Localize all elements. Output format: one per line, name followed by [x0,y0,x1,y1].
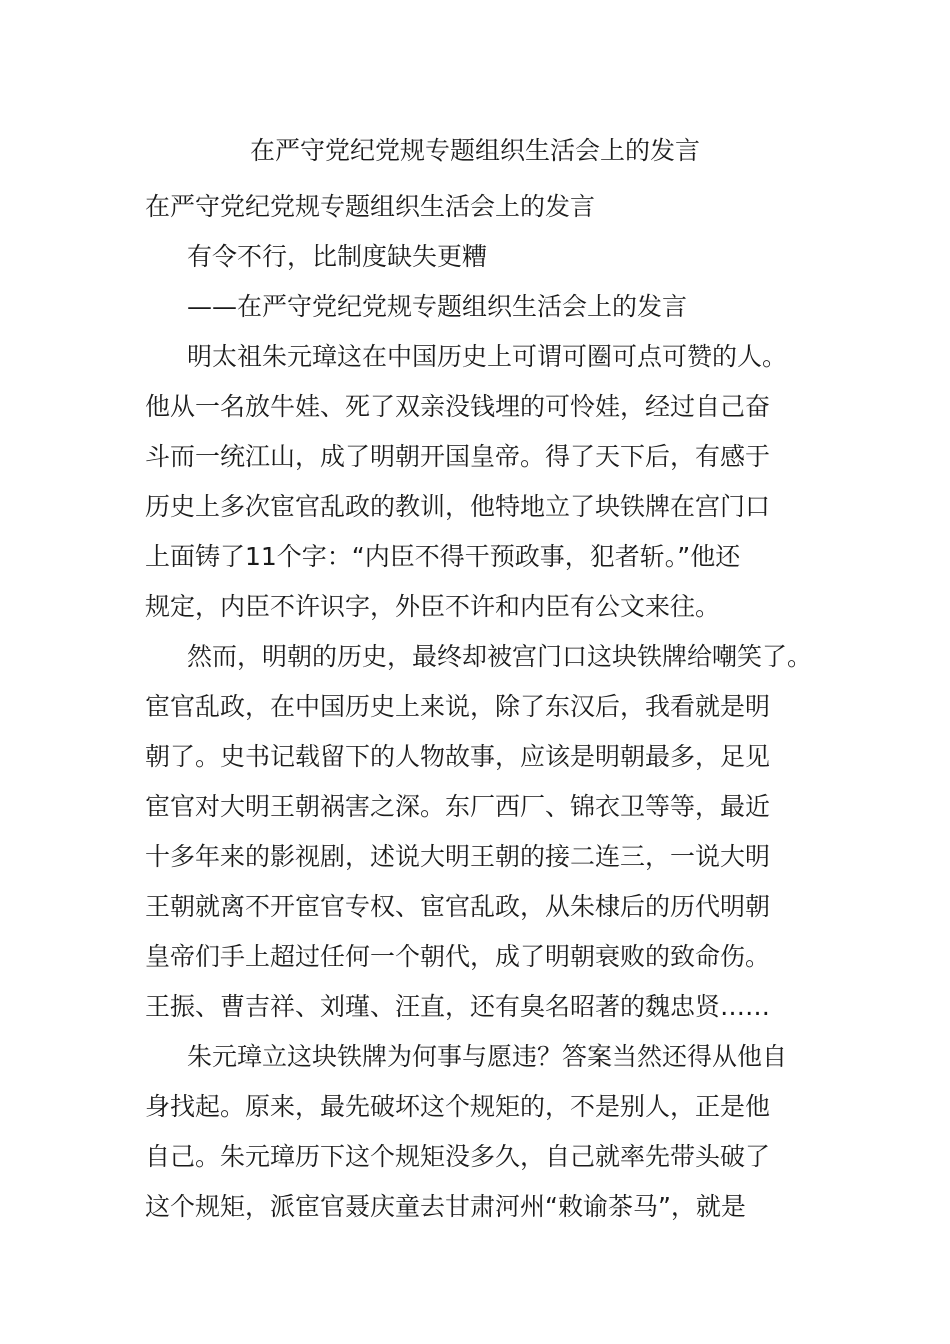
text-line: 在严守党纪党规专题组织生活会上的发言 [145,192,596,221]
subtitle-line: ——在严守党纪党规专题组织生活会上的发言 [187,292,688,321]
text-line: 王朝就离不开宦官专权、宦官乱政，从朱棣后的历代明朝 [145,892,771,921]
text-line: 历史上多次宦官乱政的教训，他特地立了块铁牌在宫门口 [145,492,771,521]
text-line: 王振、曹吉祥、刘瑾、汪直，还有臭名昭著的魏忠贤…… [145,992,771,1021]
subtitle-line: 有令不行，比制度缺失更糟 [187,242,488,271]
text-line: 朝了。史书记载留下的人物故事，应该是明朝最多，足见 [145,742,771,771]
document-body [145,182,845,1232]
text-line: 宦官乱政，在中国历史上来说，除了东汉后，我看就是明 [145,692,771,721]
text-line: 皇帝们手上超过任何一个朝代，成了明朝衰败的致命伤。 [145,942,771,971]
document-title: 在严守党纪党规专题组织生活会上的发言 [249,136,700,165]
text-line: 明太祖朱元璋这在中国历史上可谓可圈可点可赞的人。 [187,342,788,371]
text-line: 朱元璋立这块铁牌为何事与愿违？答案当然还得从他自 [187,1042,788,1071]
text-line: 宦官对大明王朝祸害之深。东厂西厂、锦衣卫等等，最近 [145,792,771,821]
text-line: 身找起。原来，最先破坏这个规矩的，不是别人，正是他 [145,1092,771,1121]
text-line: 自己。朱元璋历下这个规矩没多久，自己就率先带头破了 [145,1142,771,1171]
text-line: 斗而一统江山，成了明朝开国皇帝。得了天下后，有感于 [145,442,771,471]
text-line: 他从一名放牛娃、死了双亲没钱埋的可怜娃，经过自己奋 [145,392,771,421]
text-line: 然而，明朝的历史，最终却被宫门口这块铁牌给嘲笑了。 [187,642,813,671]
text-line: 规定，内臣不许识字，外臣不许和内臣有公文来往。 [145,592,721,621]
text-line: 十多年来的影视剧，述说大明王朝的接二连三，一说大明 [145,842,771,871]
text-line: 上面铸了11个字：“内臣不得干预政事，犯者斩。”他还 [145,542,741,571]
text-line: 这个规矩，派宦官聂庆童去甘肃河州“敕谕茶马”，就是 [145,1192,746,1221]
